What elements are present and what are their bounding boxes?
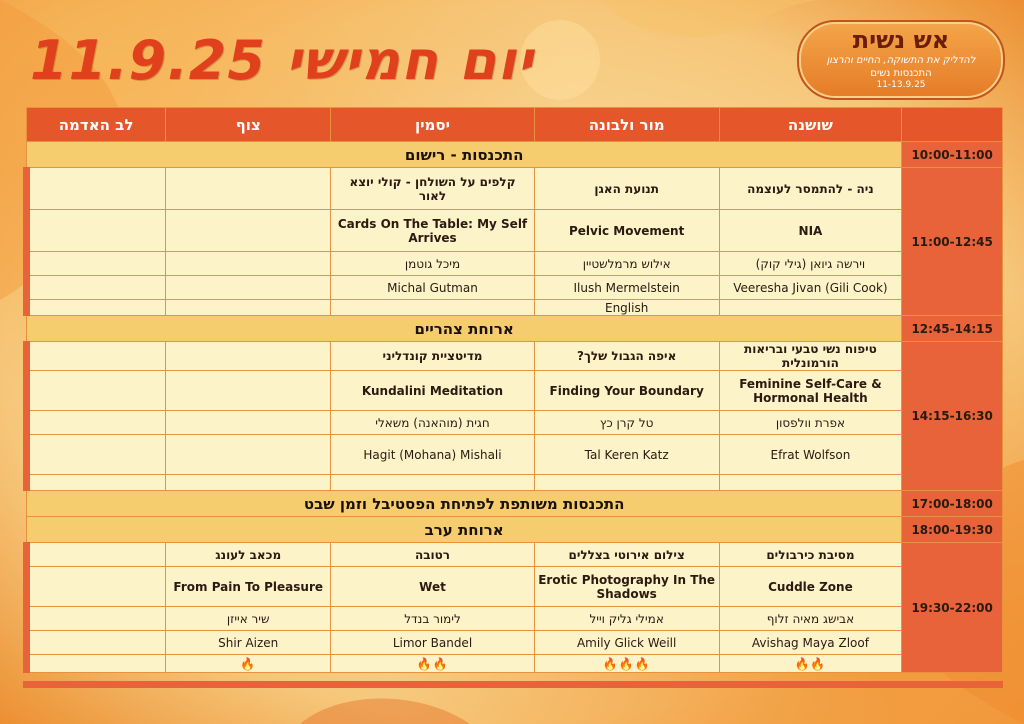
session-title-en: Wet (331, 567, 535, 607)
facilitator-he: אבישג מאיה זלוף (719, 607, 902, 631)
time-slot: 14:15-16:30 (902, 342, 1003, 491)
empty-cell (27, 631, 166, 655)
session-title-he: ניה - להתמסר לעוצמה (719, 168, 902, 210)
facilitator-en: Avishag Maya Zloof (719, 631, 902, 655)
logo-name: אש נשית (852, 26, 950, 54)
session-title-he: מדיטציית קונדליני (331, 342, 535, 371)
facilitator-en: Amily Glick Weill (534, 631, 719, 655)
empty-cell (27, 475, 166, 491)
session-title-he: מסיבת כירבולים (719, 543, 902, 567)
empty-cell (166, 300, 331, 316)
banner-dinner: ארוחת ערב (27, 517, 902, 543)
table-bottom-bar (23, 681, 1003, 688)
empty-cell (166, 252, 331, 276)
column-header: מור ולבונה (534, 108, 719, 142)
empty-cell (166, 435, 331, 475)
empty-cell (27, 411, 166, 435)
fire-icon: 🔥🔥 (719, 655, 902, 673)
banner-registration: התכנסות - רישום (27, 142, 902, 168)
schedule-row (27, 300, 1003, 316)
facilitator-en: Efrat Wolfson (719, 435, 902, 475)
language-note: English (534, 300, 719, 316)
session-title-he: רטובה (331, 543, 535, 567)
schedule-row (27, 517, 1003, 543)
schedule-row (27, 491, 1003, 517)
session-title-en: Kundalini Meditation (331, 371, 535, 411)
facilitator-en: Shir Aizen (166, 631, 331, 655)
schedule-row (27, 631, 1003, 655)
column-header: יסמין (331, 108, 535, 142)
time-slot: 11:00-12:45 (902, 168, 1003, 316)
session-title-he: מכאב לעונג (166, 543, 331, 567)
facilitator-he: מיכל גוטמן (331, 252, 535, 276)
facilitator-en: Tal Keren Katz (534, 435, 719, 475)
empty-cell (27, 342, 166, 371)
facilitator-he: טל קרן כץ (534, 411, 719, 435)
session-title-en: NIA (719, 210, 902, 252)
session-title-he: צילום אירוטי בצללים (534, 543, 719, 567)
empty-cell (27, 210, 166, 252)
schedule-row (27, 276, 1003, 300)
empty-cell (27, 567, 166, 607)
banner-opening: התכנסות משותפת לפתיחת הפסטיבל וזמן שבט (27, 491, 902, 517)
time-slot: 12:45-14:15 (902, 316, 1003, 342)
empty-cell (166, 371, 331, 411)
note-cell (534, 475, 719, 491)
empty-cell (166, 168, 331, 210)
empty-cell (166, 210, 331, 252)
logo-dates: 11-13.9.25 (876, 80, 926, 90)
facilitator-he: אמילי גליק וייל (534, 607, 719, 631)
logo-tagline: להדליק את התשוקה, החיים והרצון (826, 55, 976, 66)
schedule-row (27, 567, 1003, 607)
session-title-he: תנועת האגן (534, 168, 719, 210)
schedule-row (27, 142, 1003, 168)
session-title-he: קלפים על השולחן - קולי יוצא לאור (331, 168, 535, 210)
schedule-row (27, 435, 1003, 475)
facilitator-he: לימור בנדל (331, 607, 535, 631)
time-header-cell (902, 108, 1003, 142)
time-slot: 19:30-22:00 (902, 543, 1003, 673)
logo-subtitle: התכנסות נשים (870, 68, 932, 79)
note-cell (331, 475, 535, 491)
facilitator-he: וירשה גיואן (גילי קוק) (719, 252, 902, 276)
facilitator-en: Ilush Mermelstein (534, 276, 719, 300)
schedule-row (27, 655, 1003, 673)
schedule-row (27, 210, 1003, 252)
schedule-row (27, 543, 1003, 567)
header-row (27, 108, 1003, 142)
session-title-en: Erotic Photography In The Shadows (534, 567, 719, 607)
facilitator-en: Michal Gutman (331, 276, 535, 300)
note-cell (719, 475, 902, 491)
empty-cell (27, 607, 166, 631)
empty-cell (27, 371, 166, 411)
empty-cell (27, 276, 166, 300)
page-title: יום חמישי 11.9.25 (30, 29, 534, 92)
empty-cell (166, 276, 331, 300)
session-title-en: Pelvic Movement (534, 210, 719, 252)
empty-cell (27, 168, 166, 210)
facilitator-en: Veeresha Jivan (Gili Cook) (719, 276, 902, 300)
time-slot: 18:00-19:30 (902, 517, 1003, 543)
schedule-row (27, 607, 1003, 631)
note-cell (331, 300, 535, 316)
empty-cell (27, 655, 166, 673)
session-title-en: Cuddle Zone (719, 567, 902, 607)
fire-icon: 🔥 (166, 655, 331, 673)
fire-icon: 🔥🔥🔥 (534, 655, 719, 673)
facilitator-en: Hagit (Mohana) Mishali (331, 435, 535, 475)
banner-lunch: ארוחת צהריים (27, 316, 902, 342)
session-title-he: טיפוח נשי טבעי ובריאות הורמונלית (719, 342, 902, 371)
facilitator-he: חגית (מוהאנה) משאלי (331, 411, 535, 435)
schedule-table (23, 107, 1003, 673)
time-slot: 10:00-11:00 (902, 142, 1003, 168)
column-header: לב האדמה (27, 108, 166, 142)
schedule-row (27, 316, 1003, 342)
time-slot: 17:00-18:00 (902, 491, 1003, 517)
empty-cell (166, 342, 331, 371)
schedule-row (27, 252, 1003, 276)
note-cell (719, 300, 902, 316)
session-title-en: Feminine Self-Care & Hormonal Health (719, 371, 902, 411)
empty-cell (166, 411, 331, 435)
facilitator-he: אפרת וולפסון (719, 411, 902, 435)
session-title-en: Cards On The Table: My Self Arrives (331, 210, 535, 252)
schedule-row (27, 475, 1003, 491)
empty-cell (27, 435, 166, 475)
column-header: שושנה (719, 108, 902, 142)
facilitator-en: Limor Bandel (331, 631, 535, 655)
column-header: צוף (166, 108, 331, 142)
facilitator-he: שיר אייזן (166, 607, 331, 631)
schedule-row (27, 371, 1003, 411)
empty-cell (27, 252, 166, 276)
fire-icon: 🔥🔥 (331, 655, 535, 673)
session-title-en: Finding Your Boundary (534, 371, 719, 411)
empty-cell (166, 475, 331, 491)
empty-cell (27, 543, 166, 567)
schedule-row (27, 411, 1003, 435)
facilitator-he: אילוש מרמלשטיין (534, 252, 719, 276)
session-title-en: From Pain To Pleasure (166, 567, 331, 607)
festival-logo (797, 20, 1005, 100)
schedule-row (27, 342, 1003, 371)
schedule-row (27, 168, 1003, 210)
empty-cell (27, 300, 166, 316)
session-title-he: איפה הגבול שלך? (534, 342, 719, 371)
